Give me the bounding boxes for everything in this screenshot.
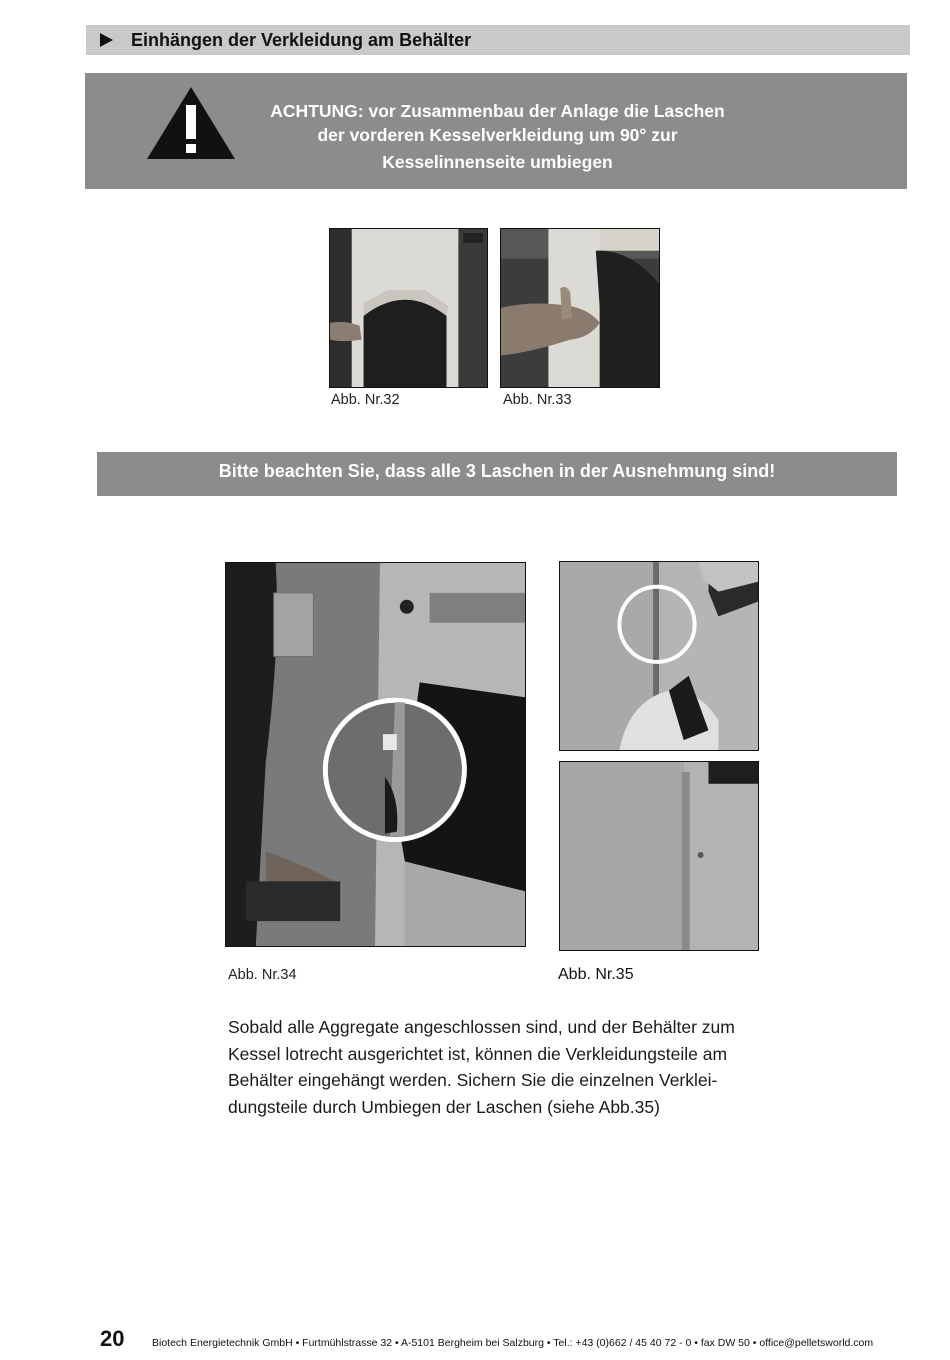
section-title: Einhängen der Verkleidung am Behälter bbox=[131, 29, 472, 50]
section-header bbox=[86, 25, 910, 55]
body-line: Sobald alle Aggregate angeschlossen sind, und der Behälter zum bbox=[228, 1017, 735, 1037]
warning-triangle-icon bbox=[145, 85, 237, 161]
warning-box bbox=[85, 73, 907, 189]
caption-fig32: Abb. Nr.32 bbox=[331, 392, 400, 408]
body-line: dungsteile durch Umbiegen der Laschen (siehe Abb.35) bbox=[228, 1096, 660, 1117]
caption-fig34: Abb. Nr.34 bbox=[228, 967, 297, 983]
warning-line: ACHTUNG: vor Zusammenbau der Anlage die Laschen bbox=[270, 101, 725, 121]
body-paragraph bbox=[228, 1014, 788, 1120]
photo-fig34 bbox=[225, 562, 526, 947]
photo-fig32 bbox=[329, 228, 488, 388]
photo-fig35-bottom bbox=[559, 761, 759, 951]
photo-fig33 bbox=[500, 228, 660, 388]
caption-fig33: Abb. Nr.33 bbox=[503, 392, 572, 408]
body-line: Behälter eingehängt werden. Sichern Sie die einzelnen Verklei- bbox=[228, 1070, 718, 1090]
note-bar: Bitte beachten Sie, dass alle 3 Laschen in der Ausnehmung sind! bbox=[97, 452, 897, 496]
warning-line: der vorderen Kesselverkleidung um 90° zur bbox=[317, 125, 678, 145]
caption-fig35: Abb. Nr.35 bbox=[558, 966, 634, 983]
play-arrow-icon bbox=[100, 33, 113, 47]
warning-line: Kesselinnenseite umbiegen bbox=[382, 152, 613, 172]
warning-text bbox=[255, 99, 740, 174]
photo-fig35-top bbox=[559, 561, 759, 751]
page-footer bbox=[100, 1326, 920, 1356]
page-number: 20 bbox=[100, 1326, 125, 1351]
body-line: Kessel lotrecht ausgerichtet ist, können die Verkleidungsteile am bbox=[228, 1043, 728, 1064]
company-address: Biotech Energietechnik GmbH • Furtmühlstrasse 32 • A-5101 Bergheim bei Salzburg • Tel.: +43 (0)662 / 45 40 72 - 0 • fax DW 50 • office@pelletsworld.com bbox=[152, 1337, 874, 1349]
